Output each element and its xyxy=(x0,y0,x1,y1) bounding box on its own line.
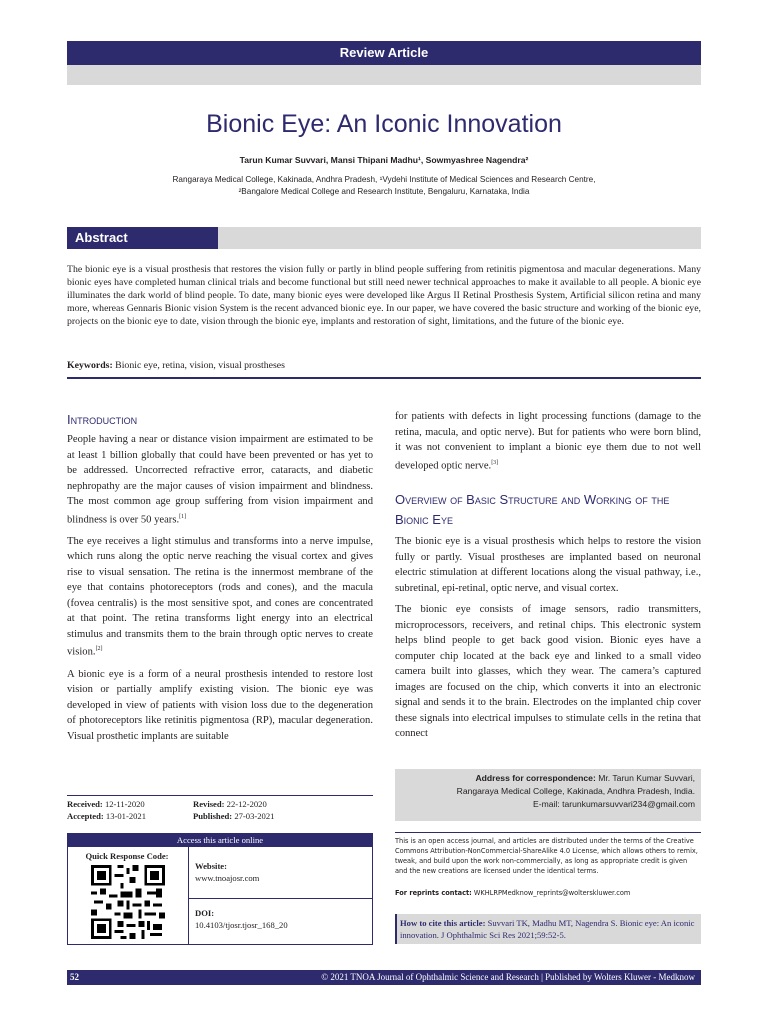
author-list: Tarun Kumar Suvvari, Mansi Thipani Madhu¹, Sowmyashree Nagendra² xyxy=(239,155,529,165)
accepted-date: 13-01-2021 xyxy=(105,811,147,821)
published-date: 27-03-2021 xyxy=(234,811,275,821)
qr-code-icon[interactable] xyxy=(91,865,165,939)
citation-label: How to cite this article: xyxy=(400,918,486,928)
introduction-heading: Introduction xyxy=(67,412,138,427)
page-number: 52 xyxy=(70,972,79,982)
left-column xyxy=(67,432,373,751)
doi-link[interactable]: 10.4103/tjosr.tjosr_168_20 xyxy=(195,920,288,930)
article-dates: Received: 12-11-2020 Revised: 22-12-2020 Accepted: 13-01-2021 Published: 27-03-2021 xyxy=(67,799,275,821)
access-box-divider xyxy=(188,847,189,945)
abstract-text: The bionic eye is a visual prosthesis that restores the vision fully or partly in blind people suffering from retinitis pigmentosa and macular degenerations. Many bionic eyes have completed human clinical trials and become functional but still need newer technical approaches to make it available to all people. A bionic eye illuminates the dark world of blind people. To date, many bionic eyes were developed like Argus II Retinal Prosthesis System, Artificial silicon retina and many more, whereas Gennaris Bionic vision System is the recent advanced bionic eye. In our paper, we have covered the basic structure and working of the bionic eye, projects on the bionic eye to date, vision through the bionic eye, implants and restoration of sight, limitations, and the future of the bionic eye. xyxy=(67,264,701,328)
citation-reference: Suvvari TK, Madhu MT, Nagendra S. Bionic eye: An iconic innovation. J Ophthalmic Sci Res 2021;59:52-5. xyxy=(400,918,695,940)
article-title: Bionic Eye: An Iconic Innovation xyxy=(206,110,562,138)
website-link[interactable]: www.tnoajosr.com xyxy=(195,873,260,883)
revised-date: 22-12-2020 xyxy=(226,799,267,809)
abstract-grey-band xyxy=(218,227,701,249)
section-divider xyxy=(67,377,701,379)
overview-heading: Overview of Basic Structure and Working of the Bionic Eye xyxy=(395,492,670,527)
footer-copyright: © 2021 TNOA Journal of Ophthalmic Science and Research | Published by Wolters Kluwer - Medknow xyxy=(321,972,695,982)
overview-paragraph-2: The bionic eye consists of image sensors, radio transmitters, microprocessors, receivers, and retinal chips. This electronic system helps blind people to get back good vision. Bionic eyes have a computer chip located at the back eye and linked to a small video camera built into glasses, which they wear. The camera’s captured images are focused on the chip, which converts it into an electronic signal and sends it to the brain. Electrodes on the implanted chip cover these signals into electrical impulses to stimulate cells in the retina that connect xyxy=(395,604,701,740)
reference-marker[interactable]: [1] xyxy=(179,513,187,520)
qr-code-label: Quick Response Code: xyxy=(85,851,169,861)
right-column-body xyxy=(395,534,701,748)
dates-divider xyxy=(67,795,373,796)
overview-paragraph-1: The bionic eye is a visual prosthesis which helps to restore the vision fully or partly. Visual prostheses are implanted based on neuronal electric stimulation at different locations along the visual pathway, i.e., subretinal, epi-retinal, optic nerve, and visual cortex. xyxy=(395,536,701,594)
correspondence-text xyxy=(395,772,695,811)
license-divider xyxy=(395,832,701,833)
reprints-email[interactable]: WKHLRPMedknow_reprints@wolterskluwer.com xyxy=(473,889,631,897)
website-label: Website: xyxy=(195,861,227,871)
access-box-divider xyxy=(188,898,373,899)
intro-paragraph-2: The eye receives a light stimulus and transforms into a nerve impulse, which runs along the optic nerve reaching the visual cortex and gives rise to visual sensation. The retina is the innermost membrane of the eye that contains photoreceptors (rods and cones), and the macula (fovea centralis) is the most sensitive spot, and cones are concentrated at that point. The retina transforms light energy into an electrical stimulus and transmits them to the brain through optic nerves to create vision.[2] xyxy=(67,535,373,658)
correspondence-address: Rangaraya Medical College, Kakinada, Andhra Pradesh, India. xyxy=(456,786,695,796)
keywords-line xyxy=(67,360,701,371)
intro-paragraph-1: People having a near or distance vision impairment are estimated to be at least 1 billion globally that could have been prevented or has yet to be addressed. Uncorrected refractive error, cataracts, and diabetic nephropathy are the major causes of vision impairment and blindness. The most common age group suffering from vision impairment and blindness is over 50 years.[1] xyxy=(67,434,373,526)
affiliation-line-2: ²Bangalore Medical College and Research Institute, Bengaluru, Karnataka, India xyxy=(238,187,530,196)
article-type-label: Review Article xyxy=(339,45,429,60)
right-column-top xyxy=(395,409,701,480)
received-date: 12-11-2020 xyxy=(104,799,145,809)
keywords-label: Keywords: xyxy=(67,360,113,371)
license-text: This is an open access journal, and articles are distributed under the terms of the Creative Commons Attribution-NonCommercial-ShareAlike 4.0 License, which allows others to remix, tweak, and build upon the work non-commercially, as long as appropriate credit is given and the new creations are licensed under the identical terms. xyxy=(395,837,698,875)
correspondence-email[interactable]: E-mail: tarunkumarsuvvari234@gmail.com xyxy=(532,799,695,809)
reference-marker[interactable]: [3] xyxy=(491,459,499,466)
reference-marker[interactable]: [2] xyxy=(95,646,103,653)
correspondence-name: Mr. Tarun Kumar Suvvari, xyxy=(598,773,695,783)
keywords-text: Bionic eye, retina, vision, visual prostheses xyxy=(115,360,285,371)
abstract-heading: Abstract xyxy=(75,230,128,245)
reprints-line xyxy=(395,889,701,897)
right-paragraph-1: for patients with defects in light processing functions (damage to the retina, macula, and optic nerve). But for patients who were born blind, it was not convenient to implant a bionic eye them due to not well developed optic nerve.[3] xyxy=(395,411,701,472)
affiliation-line-1: Rangaraya Medical College, Kakinada, Andhra Pradesh, ¹Vydehi Institute of Medical Sciences and Research Centre, xyxy=(172,175,596,184)
correspondence-label: Address for correspondence: xyxy=(475,773,596,783)
header-grey-band xyxy=(67,65,701,85)
access-online-heading: Access this article online xyxy=(67,833,373,847)
doi-label: DOI: xyxy=(195,908,215,918)
citation-text xyxy=(400,917,698,941)
reprints-label: For reprints contact: xyxy=(395,889,472,897)
intro-paragraph-3: A bionic eye is a form of a neural prosthesis intended to restore lost vision or partially amplify existing vision. The bionic eye was developed in view of patients with vision loss due to the degeneration of photoreceptors like retinitis pigmentosa (RP), macular degeneration. Visual prosthetic implants are suitable xyxy=(67,668,373,742)
